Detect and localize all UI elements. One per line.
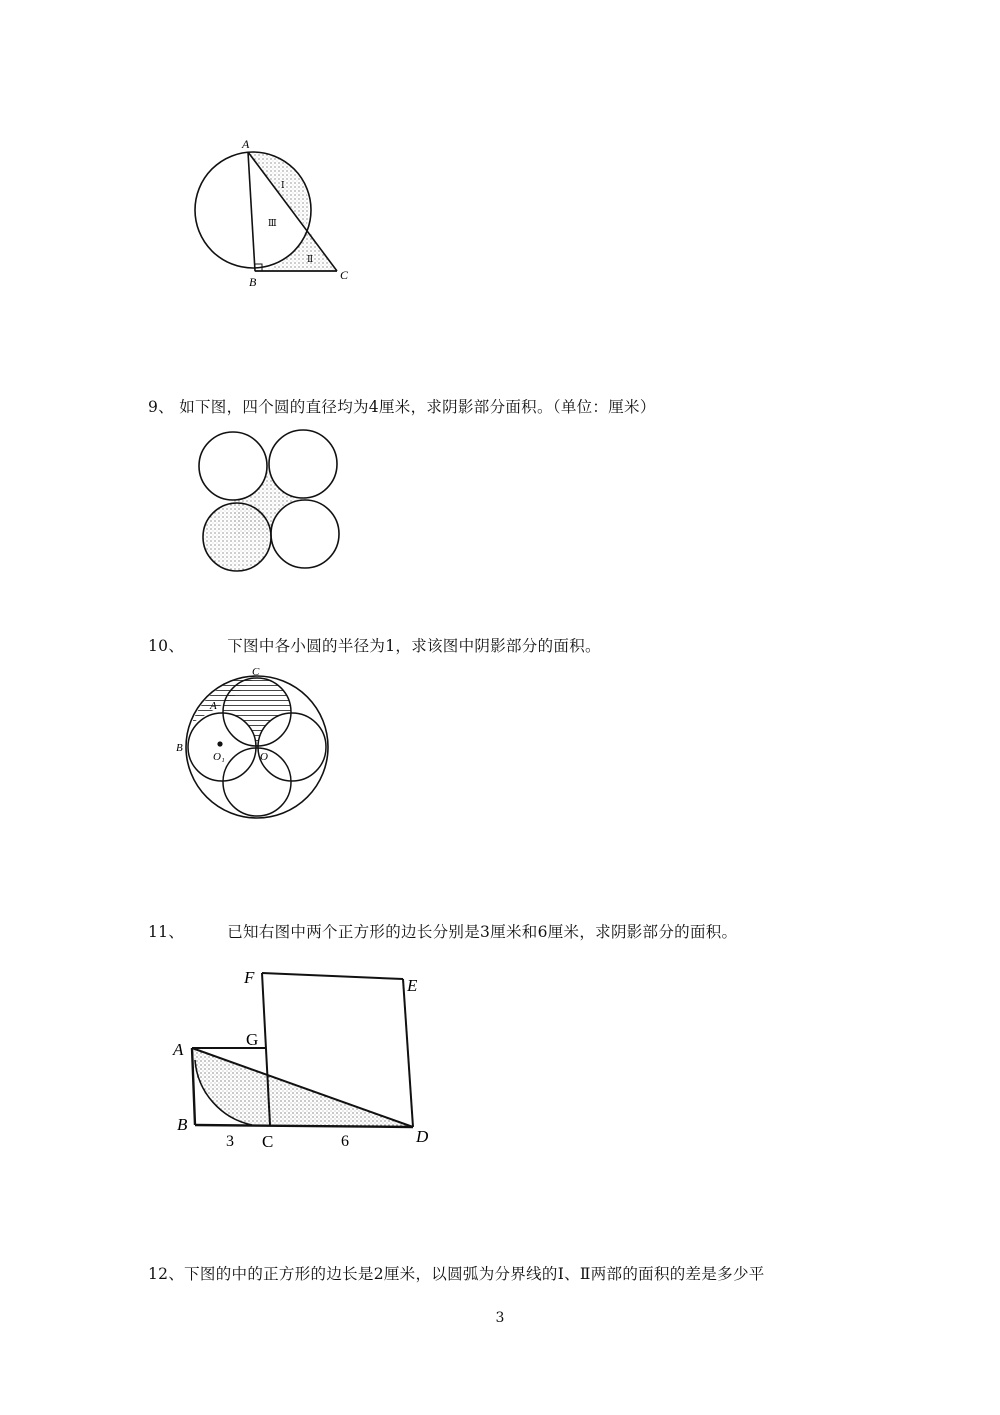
label-B: B [177, 1115, 188, 1134]
figure-five-circles [170, 660, 340, 830]
label-C: C [262, 1132, 274, 1151]
figure-four-circles [190, 420, 360, 585]
question-text: 下图的中的正方形的边长是2厘米，以圆弧为分界线的Ⅰ、Ⅱ两部的面积的差是多少平 [184, 1265, 765, 1283]
label-C: C [252, 666, 260, 678]
question-9 [148, 395, 656, 417]
figure-circle-triangle [170, 130, 370, 300]
question-text: 如下图，四个圆的直径均为4厘米，求阴影部分面积。（单位：厘米） [179, 398, 656, 416]
question-10 [148, 634, 601, 656]
label-region-2: Ⅱ [307, 254, 314, 264]
question-12 [148, 1262, 765, 1284]
question-text: 下图中各小圆的半径为1，求该图中阴影部分的面积。 [227, 637, 601, 655]
label-A: A [173, 1040, 184, 1059]
label-E: E [407, 976, 418, 995]
label-G: G [246, 1030, 259, 1049]
label-region-3: Ⅲ [268, 218, 277, 228]
label-B: B [249, 275, 257, 289]
label-O: O [260, 751, 268, 763]
label-O1: O₁ [213, 751, 225, 763]
question-text: 已知右图中两个正方形的边长分别是3厘米和6厘米，求阴影部分的面积。 [227, 923, 738, 941]
label-D: D [416, 1127, 429, 1146]
length-CD: 6 [341, 1133, 349, 1150]
question-number: 10、 [148, 637, 185, 655]
question-number: 12、 [148, 1265, 185, 1283]
label-A: A [242, 137, 250, 151]
label-B: B [176, 742, 183, 754]
label-A: A [210, 700, 217, 712]
question-11 [148, 920, 737, 942]
label-region-1: Ⅰ [281, 180, 285, 190]
figure-two-squares [160, 960, 450, 1160]
label-C: C [340, 268, 349, 282]
label-F: F [244, 968, 255, 987]
length-BC: 3 [226, 1133, 234, 1150]
question-number: 11、 [148, 923, 185, 941]
question-number: 9、 [148, 398, 174, 416]
page-number: 3 [495, 1310, 505, 1326]
